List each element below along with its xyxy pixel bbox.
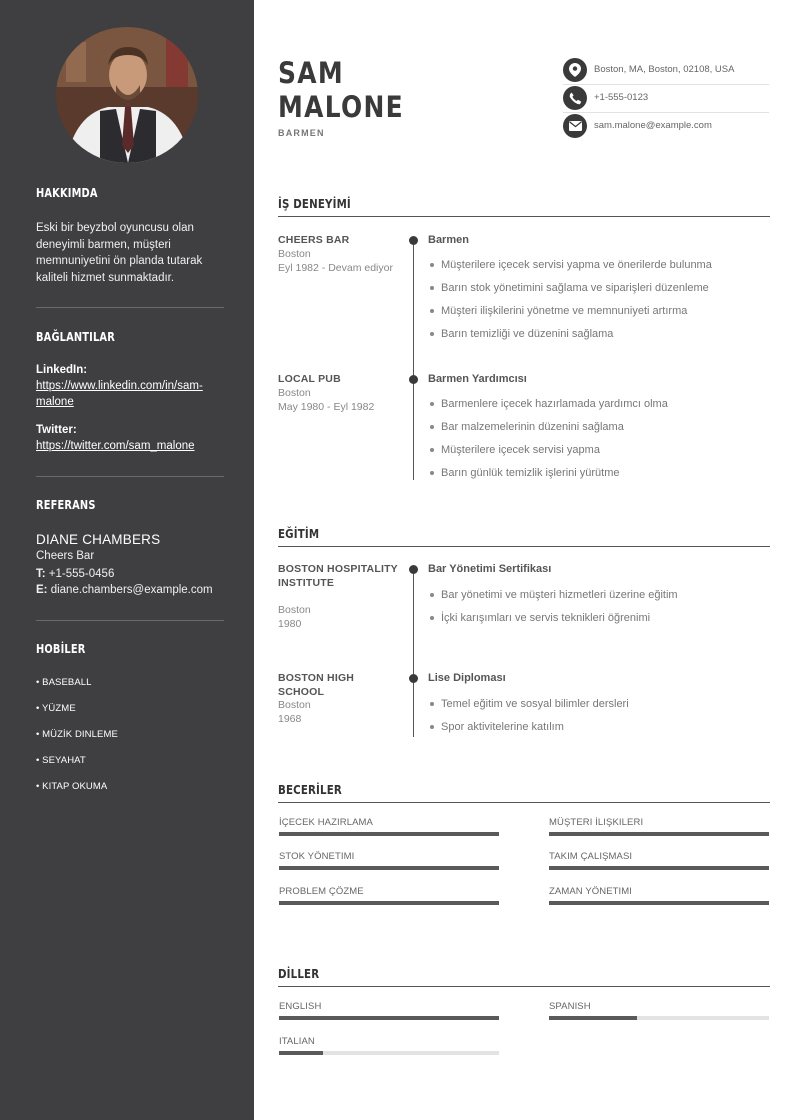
language-bar — [549, 1016, 769, 1020]
list-item: Müşteri ilişkilerini yönetme ve memnuniyeti artırma — [428, 304, 768, 327]
skill-item — [279, 851, 499, 870]
hobby-label: SEYAHAT — [42, 755, 86, 766]
hobbies-heading: HOBİLER — [36, 642, 86, 656]
list-item: Müşterilere içecek servisi yapma — [428, 443, 768, 466]
skill-bar — [279, 832, 499, 836]
list-item: Müşterilere içecek servisi yapma ve önerilerde bulunma — [428, 258, 768, 281]
language-bar — [279, 1016, 499, 1020]
timeline-dot — [409, 565, 418, 574]
education-details — [428, 697, 768, 743]
linkedin-link[interactable]: https://www.linkedin.com/in/sam-malone — [36, 380, 203, 408]
list-item: İçki karışımları ve servis teknikleri öğrenimi — [428, 611, 768, 634]
hobby-label: BASEBALL — [42, 677, 92, 688]
list-item: Bar malzemelerinin düzenini sağlama — [428, 420, 768, 443]
phone-icon — [563, 86, 587, 110]
language-bar — [279, 1051, 499, 1055]
education-location: Boston — [278, 699, 311, 711]
about-heading: HAKKIMDA — [36, 186, 98, 200]
skill-bar-fill — [549, 832, 769, 836]
twitter-label: Twitter: — [36, 424, 77, 436]
address-text: Boston, MA, Boston, 02108, USA — [594, 64, 735, 75]
sidebar-divider — [36, 476, 224, 477]
hobby-item: • YÜZME — [36, 703, 76, 714]
reference-phone — [36, 568, 114, 580]
links-heading: BAĞLANTILAR — [36, 330, 115, 344]
experience-duties — [428, 397, 768, 489]
reference-email-label: E: — [36, 584, 48, 596]
language-bar-fill — [549, 1016, 637, 1020]
experience-timeline — [413, 240, 414, 480]
language-bar-fill — [279, 1051, 323, 1055]
experience-position: Barmen — [428, 234, 469, 246]
reference-email — [36, 584, 213, 596]
sidebar — [0, 0, 254, 1120]
reference-email-value: diane.chambers@example.com — [50, 584, 213, 596]
skill-bar — [279, 866, 499, 870]
reference-name: DIANE CHAMBERS — [36, 532, 161, 547]
sidebar-divider — [36, 620, 224, 621]
education-timeline — [413, 570, 414, 737]
contact-address — [563, 58, 769, 85]
list-item: Barmenlere içecek hazırlamada yardımcı olma — [428, 397, 768, 420]
experience-employer: LOCAL PUB — [278, 373, 341, 385]
skill-item — [549, 851, 769, 870]
skill-label: TAKIM ÇALIŞMASI — [549, 851, 633, 862]
skill-bar — [549, 866, 769, 870]
skill-bar — [279, 901, 499, 905]
experience-location: Boston — [278, 248, 311, 260]
language-item — [549, 1001, 769, 1020]
education-location: Boston — [278, 604, 311, 616]
hobby-label: KITAP OKUMA — [42, 781, 108, 792]
language-item — [279, 1036, 499, 1055]
skill-item — [279, 886, 499, 905]
education-dates: 1980 — [278, 618, 302, 630]
section-divider — [278, 986, 770, 987]
contact-email — [563, 114, 769, 141]
skill-label: MÜŞTERI İLIŞKILERI — [549, 817, 644, 828]
hobby-item: • SEYAHAT — [36, 755, 86, 766]
envelope-icon — [563, 114, 587, 138]
list-item: Temel eğitim ve sosyal bilimler dersleri — [428, 697, 768, 720]
language-label: SPANISH — [549, 1001, 591, 1012]
sidebar-divider — [36, 307, 224, 308]
education-heading: EĞİTİM — [278, 526, 320, 541]
skill-label: STOK YÖNETIMI — [279, 851, 355, 862]
full-name — [278, 56, 404, 124]
section-divider — [278, 802, 770, 803]
skill-bar — [549, 901, 769, 905]
skill-label: ZAMAN YÖNETIMI — [549, 886, 633, 897]
list-item: Barın temizliği ve düzenini sağlama — [428, 327, 768, 350]
timeline-dot — [409, 375, 418, 384]
linkedin-label: LinkedIn: — [36, 364, 88, 376]
reference-phone-label: T: — [36, 568, 46, 580]
last-name: MALONE — [278, 90, 404, 124]
about-text: Eski bir beyzbol oyuncusu olan deneyimli barmen, müşteri memnuniyetini ön planda tutarak kaliteli hizmet sunmaktadır. — [36, 222, 203, 284]
list-item: Barın günlük temizlik işlerini yürütme — [428, 466, 768, 489]
language-item — [279, 1001, 499, 1020]
experience-dates: Eyl 1982 - Devam ediyor — [278, 262, 393, 274]
hobby-item: • BASEBALL — [36, 677, 92, 688]
hobby-item: • KITAP OKUMA — [36, 781, 108, 792]
education-details — [428, 588, 768, 634]
references-heading: REFERANS — [36, 498, 96, 512]
list-item: Barın stok yönetimini sağlama ve siparişleri düzenleme — [428, 281, 768, 304]
skill-item — [279, 817, 499, 836]
location-pin-icon — [563, 58, 587, 82]
education-dates: 1968 — [278, 713, 302, 725]
experience-employer: CHEERS BAR — [278, 234, 350, 246]
skill-bar-fill — [279, 866, 499, 870]
contact-phone — [563, 86, 769, 113]
section-divider — [278, 546, 770, 547]
skill-bar — [549, 832, 769, 836]
skill-item — [549, 886, 769, 905]
list-item: Spor aktivitelerine katılım — [428, 720, 768, 743]
job-title: BARMEN — [278, 128, 325, 138]
experience-location: Boston — [278, 387, 311, 399]
skill-label: İÇECEK HAZIRLAMA — [279, 817, 373, 828]
education-school: BOSTON HOSPITALITY INSTITUTE — [278, 563, 398, 589]
skill-bar-fill — [279, 832, 499, 836]
timeline-dot — [409, 674, 418, 683]
skill-bar-fill — [279, 901, 499, 905]
timeline-dot — [409, 236, 418, 245]
experience-position: Barmen Yardımcısı — [428, 373, 527, 385]
skill-bar-fill — [549, 866, 769, 870]
language-label: ENGLISH — [279, 1001, 322, 1012]
languages-heading: DİLLER — [278, 966, 320, 981]
list-item: Bar yönetimi ve müşteri hizmetleri üzerine eğitim — [428, 588, 768, 611]
experience-heading: İŞ DENEYİMİ — [278, 196, 351, 211]
hobby-label: MÜZİK DINLEME — [42, 729, 118, 740]
language-bar-fill — [279, 1016, 499, 1020]
phone-text: +1-555-0123 — [594, 92, 649, 103]
reference-company: Cheers Bar — [36, 550, 95, 562]
skill-bar-fill — [549, 901, 769, 905]
education-degree: Lise Diploması — [428, 672, 506, 684]
skill-label: PROBLEM ÇÖZME — [279, 886, 364, 897]
education-school: BOSTON HIGH SCHOOL — [278, 672, 355, 698]
education-degree: Bar Yönetimi Sertifikası — [428, 563, 552, 575]
profile-photo — [56, 27, 198, 163]
skills-heading: BECERİLER — [278, 782, 342, 797]
email-text: sam.malone@example.com — [594, 120, 712, 131]
section-divider — [278, 216, 770, 217]
language-label: ITALIAN — [279, 1036, 315, 1047]
hobby-label: YÜZME — [42, 703, 76, 714]
reference-phone-value: +1-555-0456 — [48, 568, 115, 580]
first-name: SAM — [278, 56, 344, 90]
experience-duties — [428, 258, 768, 350]
twitter-link[interactable]: https://twitter.com/sam_malone — [36, 440, 195, 452]
skill-item — [549, 817, 769, 836]
hobby-item: • MÜZİK DINLEME — [36, 729, 118, 740]
experience-dates: May 1980 - Eyl 1982 — [278, 401, 375, 413]
